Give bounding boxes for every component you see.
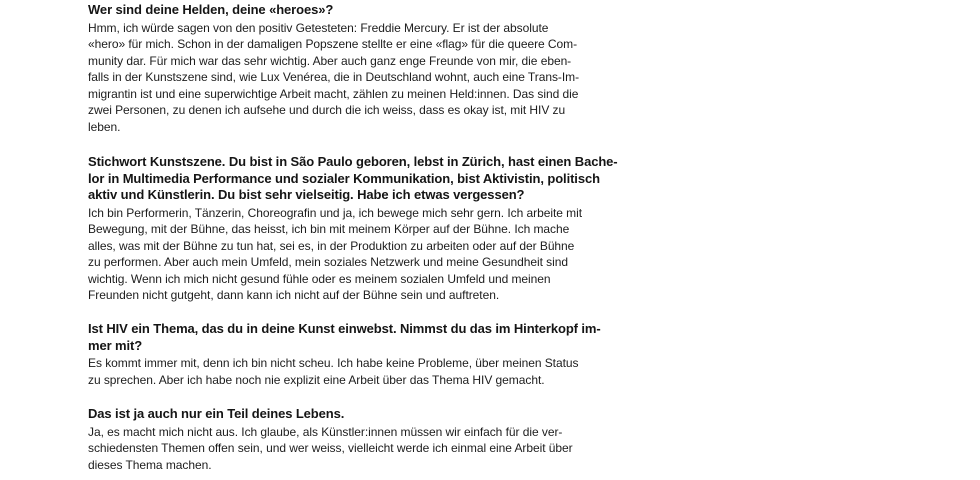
answer-line: Bewegung, mit der Bühne, das heisst, ich bin mit meinem Körper auf der Bühne. Ich mache [88,222,570,236]
answer-line: zwei Personen, zu denen ich aufsehe und durch die ich weiss, dass es okay ist, mit HIV zu [88,103,566,117]
answer-line: zu sprechen. Aber ich habe noch nie explizit eine Arbeit über das Thema HIV gemacht. [88,372,545,387]
answer-line: falls in der Kunstszene sind, wie Lux Venérea, die in Deutschland wohnt, auch eine Trans-Im- [88,70,580,84]
qa-block-hiv-in-art [88,321,600,388]
question-heading [88,154,618,204]
question-heading [88,321,600,354]
answer-paragraph [88,424,600,474]
question-line: aktiv und Künstlerin. Du bist sehr vielseitig. Habe ich etwas vergessen? [88,187,525,202]
answer-line: zu performen. Aber auch mein Umfeld, mein soziales Netzwerk und meine Gesundheit sind [88,255,568,269]
qa-block-heroes [88,2,600,135]
question-line: Wer sind deine Helden, deine «heroes»? [88,2,334,17]
answer-paragraph [88,205,600,304]
answer-line: «hero» für mich. Schon in der damaligen Popszene stellte er eine «flag» für die queere Com- [88,37,578,51]
answer-line: schiedensten Themen offen sein, und wer weiss, vielleicht werde ich einmal eine Arbeit über [88,441,573,455]
question-line: lor in Multimedia Performance und sozialer Kommunikation, bist Aktivistin, politisch [88,170,600,186]
question-heading [88,2,600,19]
answer-line: wichtig. Wenn ich mich nicht gesund fühle oder es meinem sozialen Umfeld und meinen [88,271,551,286]
answer-line: Freunden nicht gutgeht, dann kann ich nicht auf der Bühne sein und auftreten. [88,288,500,302]
qa-block-part-of-life [88,406,600,473]
answer-line: alles, was mit der Bühne zu tun hat, sei es, in der Produktion zu arbeiten oder auf der Bühne [88,238,575,253]
answer-line: Es kommt immer mit, denn ich bin nicht scheu. Ich habe keine Probleme, über meinen Status [88,356,579,370]
answer-line: Hmm, ich würde sagen von den positiv Getesteten: Freddie Mercury. Er ist der absolute [88,20,549,35]
answer-line: dieses Thema machen. [88,457,212,472]
question-line: Stichwort Kunstszene. Du bist in São Paulo geboren, lebst in Zürich, hast einen Bache- [88,154,618,169]
answer-line: leben. [88,119,121,134]
question-heading [88,406,600,423]
answer-paragraph [88,20,600,136]
answer-line: Ich bin Performerin, Tänzerin, Choreografin und ja, ich bewege mich sehr gern. Ich arbeite mit [88,205,582,220]
question-line: mer mit? [88,337,143,353]
question-line: Ist HIV ein Thema, das du in deine Kunst einwebst. Nimmst du das im Hinterkopf im- [88,321,601,336]
answer-line: munity dar. Für mich war das sehr wichtig. Aber auch ganz enge Freunde von mir, die eben- [88,53,572,68]
answer-line: Ja, es macht mich nicht aus. Ich glaube, als Künstler:innen müssen wir einfach für die ver- [88,424,563,439]
answer-line: migrantin ist und eine superwichtige Arbeit macht, zählen zu meinen Held:innen. Das sind die [88,86,579,101]
answer-paragraph [88,355,600,388]
qa-block-art-scene [88,154,618,304]
question-line: Das ist ja auch nur ein Teil deines Lebens. [88,406,345,421]
